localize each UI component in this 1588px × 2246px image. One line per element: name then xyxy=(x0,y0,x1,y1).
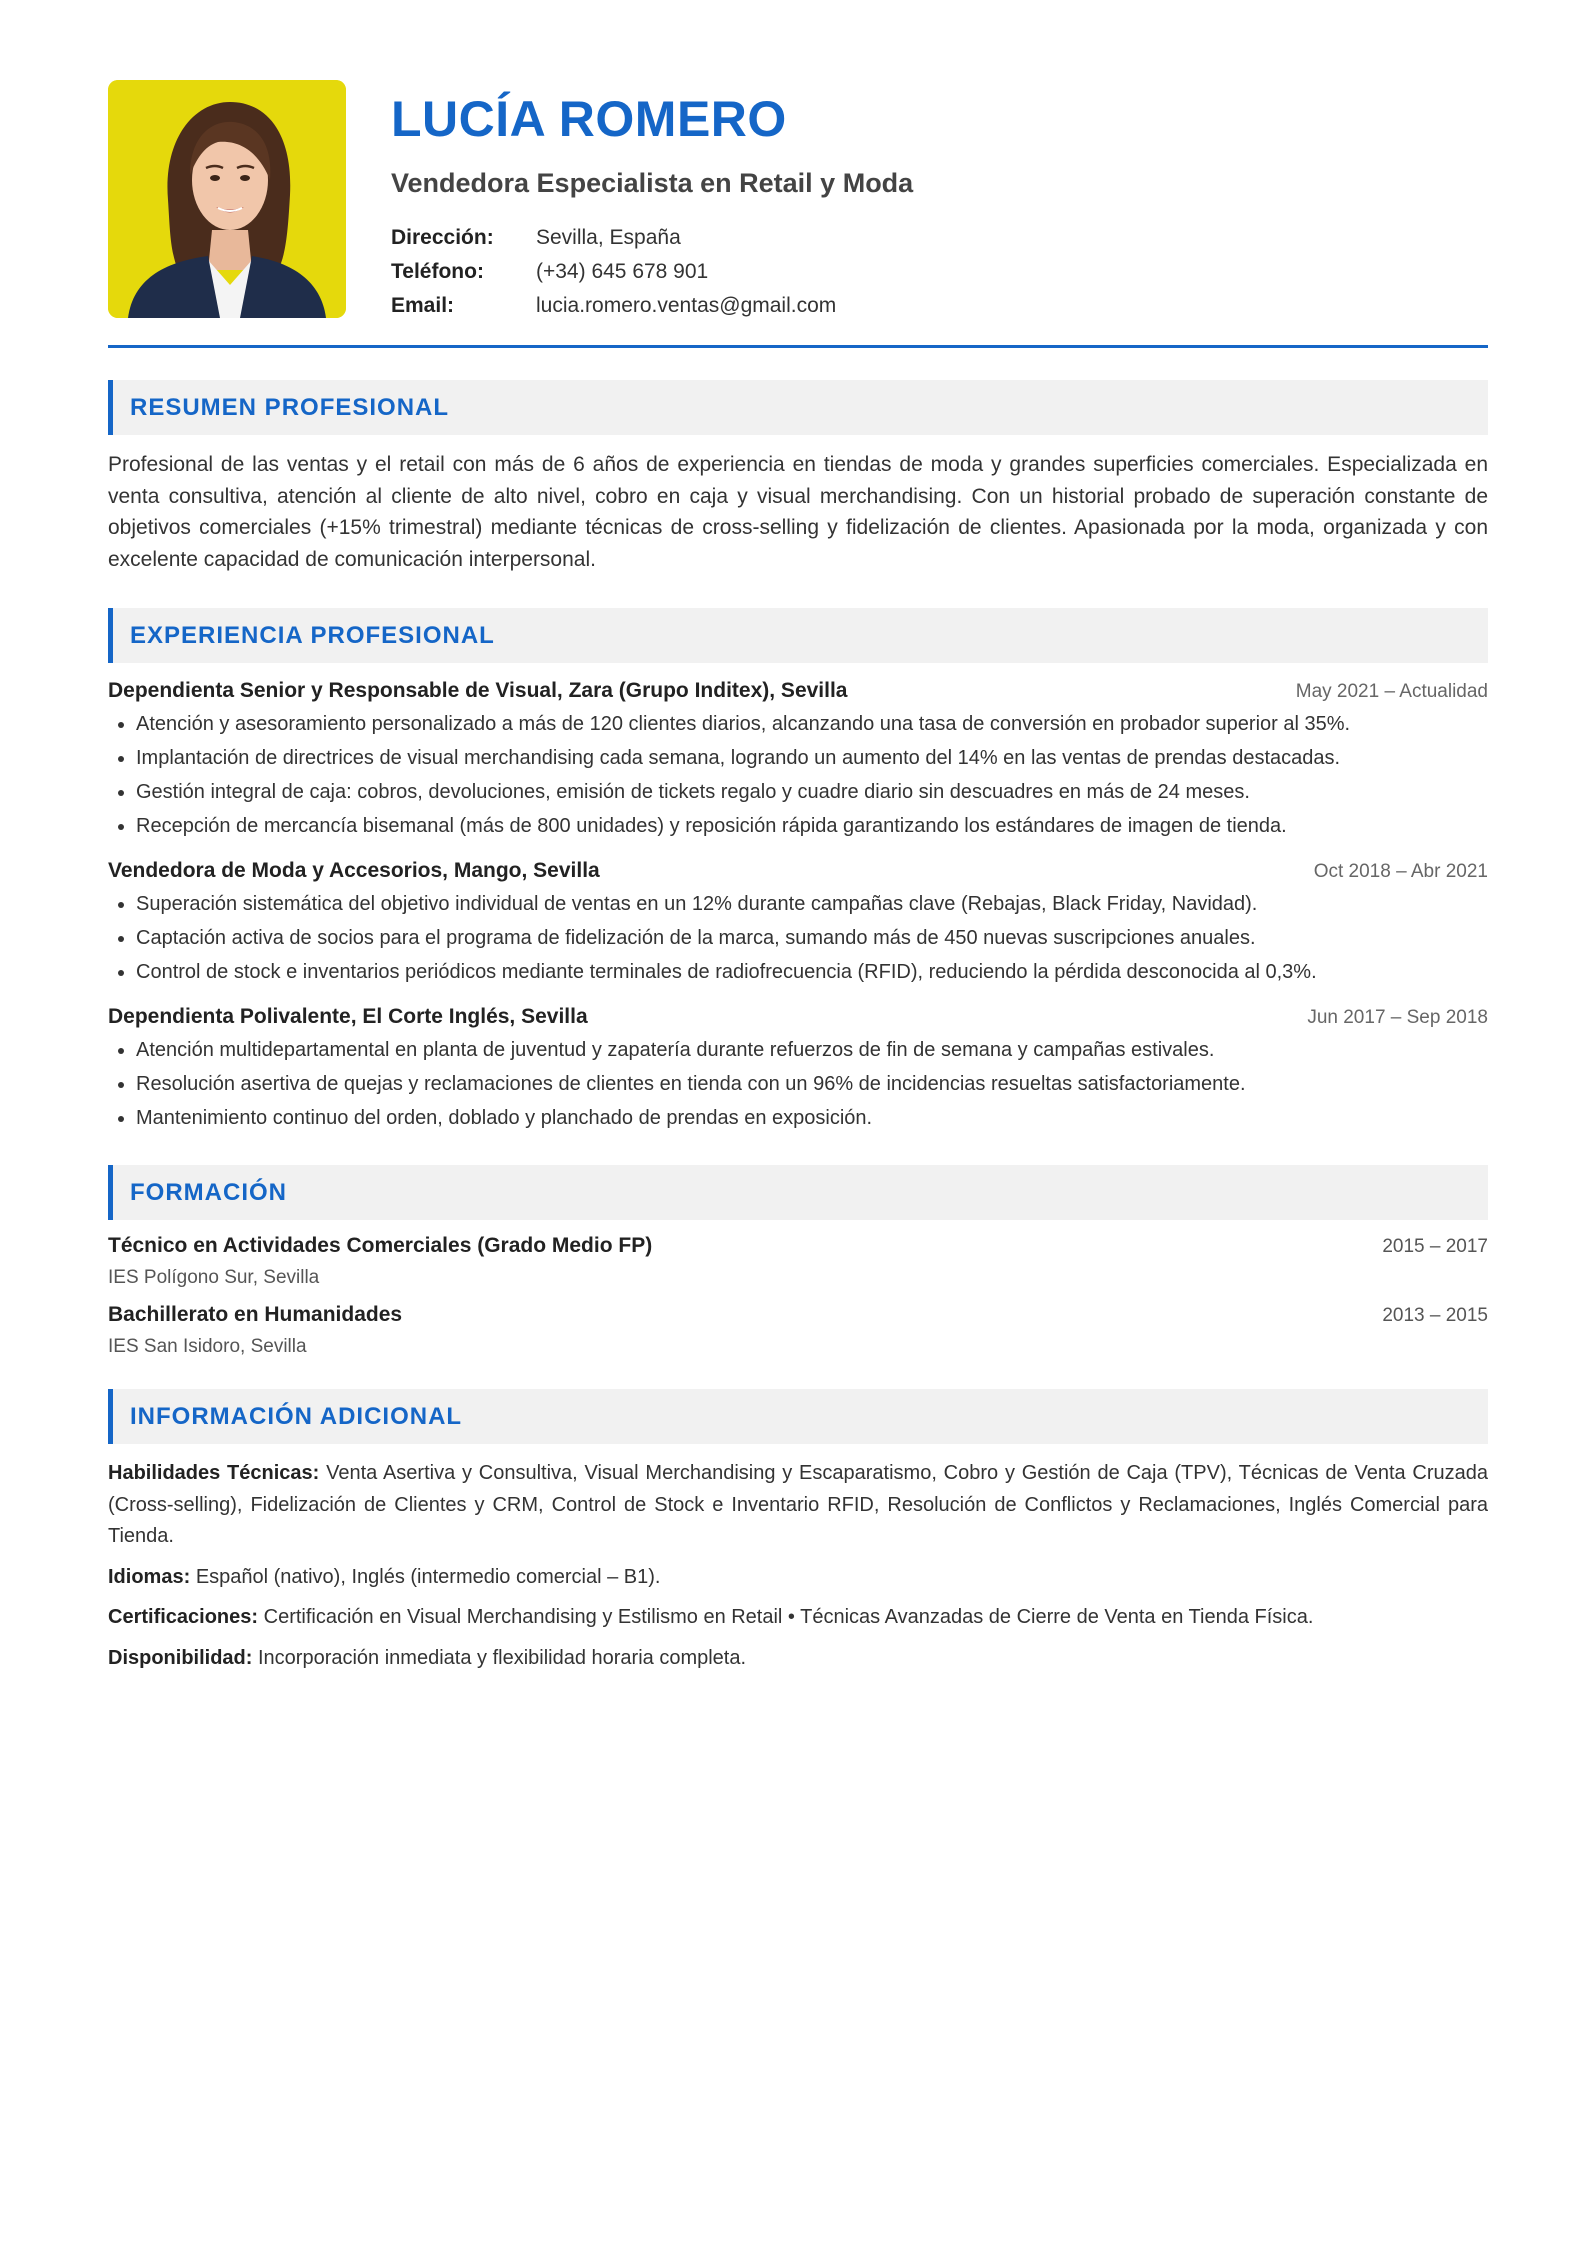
info-label: Disponibilidad: xyxy=(108,1646,253,1669)
profile-photo xyxy=(108,80,346,318)
job-role: Dependienta Senior y Responsable de Visual, Zara (Grupo Inditex), Sevilla xyxy=(108,679,848,702)
portrait-illustration xyxy=(108,80,346,318)
job-date: Jun 2017 – Sep 2018 xyxy=(1307,1007,1488,1028)
job-bullets xyxy=(108,1033,1488,1135)
list-item: • Control de stock e inventarios periódicos mediante terminales de radiofrecuencia (RFID), reduciendo la pérdida desconocida al 0,3%. xyxy=(136,955,1488,989)
experience-section xyxy=(108,608,1488,1135)
contact-phone xyxy=(391,255,913,289)
summary-section xyxy=(108,380,1488,575)
info-label: Habilidades Técnicas: xyxy=(108,1462,320,1484)
list-item: • Atención y asesoramiento personalizado a más de 120 clientes diarios, alcanzando una tasa de conversión en probador superior al 35%. xyxy=(136,707,1488,741)
summary-text: Profesional de las ventas y el retail con más de 6 años de experiencia en tiendas de moda y grandes superficies comerciales. Especializada en venta consultiva, atención al cliente de alto nivel, cobro en caja y visual merchandising. Con un historial probado de superación constante de objetivos comerciales (+15% trimestral) mediante técnicas de cross-selling y fidelización de clientes. Apasionada por la moda, organizada y con excelente capacidad de comunicación interpersonal. xyxy=(108,453,1488,571)
education-entry xyxy=(108,1303,1488,1358)
list-item: • Recepción de mercancía bisemanal (más de 800 unidades) y reposición rápida garantizando los estándares de imagen de tienda. xyxy=(136,809,1488,843)
info-languages xyxy=(108,1562,1488,1594)
additional-section xyxy=(108,1389,1488,1674)
job-date: May 2021 – Actualidad xyxy=(1295,681,1488,702)
job-header xyxy=(108,1005,1488,1029)
job-entry xyxy=(108,1005,1488,1135)
job-entry xyxy=(108,859,1488,989)
education-section xyxy=(108,1165,1488,1358)
education-school: IES San Isidoro, Sevilla xyxy=(108,1336,307,1357)
contact-label: Email: xyxy=(391,294,455,317)
header-info xyxy=(391,80,913,323)
info-skills xyxy=(108,1458,1488,1553)
list-item: • Gestión integral de caja: cobros, devoluciones, emisión de tickets regalo y cuadre diario sin descuadres en más de 24 meses. xyxy=(136,775,1488,809)
job-header xyxy=(108,859,1488,883)
candidate-name: LUCÍA ROMERO xyxy=(391,91,787,147)
candidate-title: Vendedora Especialista en Retail y Moda xyxy=(391,168,914,198)
resume-header xyxy=(108,80,1488,318)
section-heading: FORMACIÓN xyxy=(108,1165,1488,1220)
info-text: Incorporación inmediata y flexibilidad horaria completa. xyxy=(258,1646,747,1669)
job-role: Vendedora de Moda y Accesorios, Mango, Sevilla xyxy=(108,859,600,882)
education-header xyxy=(108,1303,1488,1327)
info-availability xyxy=(108,1643,1488,1675)
list-item: • Captación activa de socios para el programa de fidelización de la marca, sumando más de 450 nuevas suscripciones anuales. xyxy=(136,921,1488,955)
education-header xyxy=(108,1234,1488,1258)
job-bullets xyxy=(108,707,1488,843)
list-item: • Superación sistemática del objetivo individual de ventas en un 12% durante campañas clave (Rebajas, Black Friday, Navidad). xyxy=(136,887,1488,921)
contact-value: lucia.romero.ventas@gmail.com xyxy=(536,294,837,317)
job-entry xyxy=(108,679,1488,843)
info-label: Certificaciones: xyxy=(108,1606,259,1628)
section-heading: RESUMEN PROFESIONAL xyxy=(108,380,1488,435)
header-divider xyxy=(108,345,1488,348)
contact-list xyxy=(391,221,913,323)
info-certifications xyxy=(108,1602,1488,1634)
education-entry xyxy=(108,1234,1488,1289)
additional-info xyxy=(108,1458,1488,1674)
list-item: • Implantación de directrices de visual merchandising cada semana, logrando un aumento del 14% en las ventas de prendas destacadas. xyxy=(136,741,1488,775)
education-degree: Técnico en Actividades Comerciales (Grado Medio FP) xyxy=(108,1234,653,1257)
info-text: Certificación en Visual Merchandising y Estilismo en Retail • Técnicas Avanzadas de Cierre de Venta en Tienda Física. xyxy=(263,1606,1314,1628)
education-degree: Bachillerato en Humanidades xyxy=(108,1303,403,1326)
resume-page xyxy=(108,80,1488,1674)
contact-value: Sevilla, España xyxy=(536,226,681,249)
info-label: Idiomas: xyxy=(108,1565,191,1588)
list-item: • Atención multidepartamental en planta de juventud y zapatería durante refuerzos de fin de semana y campañas estivales. xyxy=(136,1033,1488,1067)
job-date: Oct 2018 – Abr 2021 xyxy=(1313,861,1488,882)
contact-label: Teléfono: xyxy=(391,260,484,283)
job-bullets xyxy=(108,887,1488,989)
list-item: • Mantenimiento continuo del orden, doblado y planchado de prendas en exposición. xyxy=(136,1101,1488,1135)
contact-label: Dirección: xyxy=(391,226,494,249)
job-role: Dependienta Polivalente, El Corte Inglés, Sevilla xyxy=(108,1005,588,1028)
job-header xyxy=(108,679,1488,703)
contact-value: (+34) 645 678 901 xyxy=(536,260,709,283)
info-text: Español (nativo), Inglés (intermedio comercial – B1). xyxy=(195,1565,661,1588)
info-text: Venta Asertiva y Consultiva, Visual Merchandising y Escaparatismo, Cobro y Gestión de Caja (TPV), Técnicas de Venta Cruzada (Cross-selling), Fidelización de Clientes y CRM, Control de Stock e Inventario RFID, Resolución de Conflictos y Reclamaciones, Inglés Comercial para Tienda. xyxy=(108,1462,1489,1547)
list-item: • Resolución asertiva de quejas y reclamaciones de clientes en tienda con un 96% de incidencias resueltas satisfactoriamente. xyxy=(136,1067,1488,1101)
section-heading: INFORMACIÓN ADICIONAL xyxy=(108,1389,1488,1444)
education-date: 2015 – 2017 xyxy=(1382,1236,1488,1257)
education-date: 2013 – 2015 xyxy=(1382,1305,1488,1326)
section-heading: EXPERIENCIA PROFESIONAL xyxy=(108,608,1488,663)
contact-email xyxy=(391,289,913,323)
contact-address xyxy=(391,221,913,255)
education-school: IES Polígono Sur, Sevilla xyxy=(108,1267,320,1288)
